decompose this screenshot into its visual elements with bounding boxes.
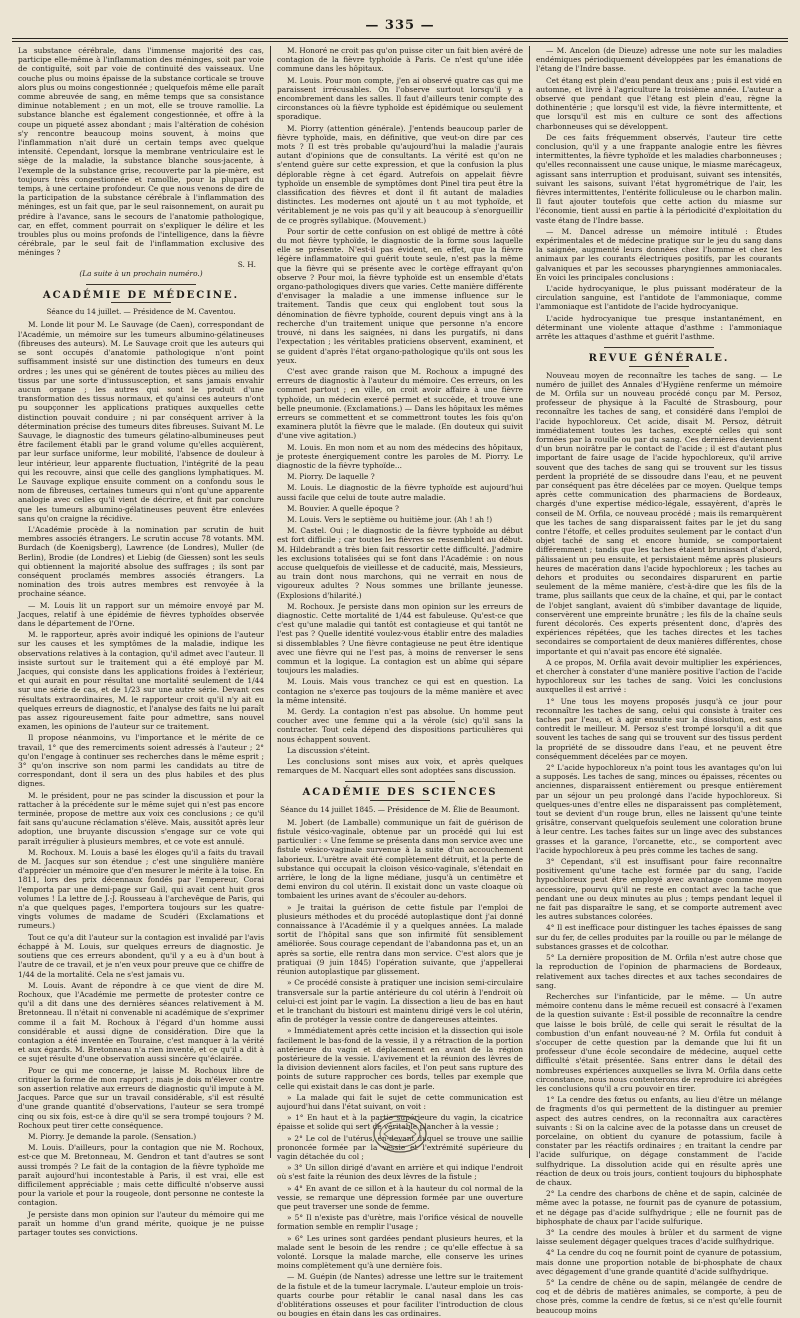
columns (12, 46, 788, 1318)
paragraph: » 3° Un sillon dirigé d'avant en arrière et qui indique l'endroit où s'est faite la réunion des deux lèvres de la fistule ; (277, 1163, 523, 1182)
paragraph: 5° La dernière proposition de M. Orfila n'est autre chose que la reproduction de l'opinion de pharmaciens de Bordeaux, relativement aux taches directes et aux taches secondaires de sang. (536, 953, 782, 990)
column-1 (12, 46, 270, 1237)
paragraph: M. Louis. Mais vous tranchez ce qui est en question. La contagion ne s'exerce pas toujours de la même manière et avec la même intensité. (277, 677, 523, 705)
paragraph: M. Louis. En mon nom et au nom des médecins des hôpitaux, je proteste énergiquement contre les paroles de M. Piorry. Le diagnostic de la fièvre typhoïde... (277, 442, 523, 470)
paragraph: Recherches sur l'infanticide, par le même. — Un autre mémoire contenu dans le même recueil est consacré à l'examen de la question suivante : Est-il possible de reconnaître la cendre que laisse le bois brûlé, de celle qui serait le résultat de la combustion d'un enfant nouveau-né ? M. Orfila fut conduit à s'occuper de cette question par la demande que lui fit un professeur d'une école secondaire de médecine, auquel cette difficulté s'était présentée. Sans entrer dans le détail des nombreuses expériences auxquelles se livra M. Orfila dans cette circonstance, nous nous contenterons de reproduire ici abrégées les conclusions qu'il a cru pouvoir en tirer. (536, 991, 782, 1093)
paragraph: M. Castel. Oui ; le diagnostic de la fièvre typhoïde au début est fort difficile ; car toutes les fièvres se ressemblent au début. M. Hildebrandt a très bien fait ressortir cette difficulté. J'admire les exclusions totalisées qui se font dans l'Académie : on nous accuse quelquefois de vieillesse et de caducité, mais, Messieurs, au train dont nous marchons, qui ne verrait en nous de vigoureux adultes ? Nous sommes une brillante jeunesse. (Explosions d'hilarité.) (277, 526, 523, 600)
paragraph: M. Londe lit pour M. Le Sauvage (de Caen), correspondant de l'Académie, un mémoire sur les tumeurs albumino-gélatineuses (fibreuses des auteurs). M. Le Sauvage croit que les auteurs qui se sont occupés d'anatomie pathologique n'ont point suffisamment insisté sur une distinction des tumeurs en deux ordres ; les unes qui se générent de toutes pièces au milieu des tissus par une sorte d'intussusception, et sans jamais envahir aucun organe ; les autres qui sont le produit d'une transformation des tissus normaux, et qu'ainsi ces auteurs n'ont pu soupçonner les applications pratiques auxquelles cette distinction pouvait conduire ; ni par conséquent arriver à la détermination précise des tumeurs dites fibreuses. Suivant M. Le Sauvage, le diagnostic des tumeurs gélatino-albumineuses peut être facilement établi par le grand volume qu'elles acquièrent, par leur surface uniforme, leur mobilité, l'absence de douleur à leur intérieur, leur apparente fluctuation, l'intégrité de la peau qui les recouvre, ainsi que celle des ganglions lymphatiques. M. Le Sauvage explique ensuite comment on a confondu sous le nom de fibreuses, certaines tumeurs qui n'ont qu'une apparente analogie avec celles qu'il vient de décrire, et finit par conclure que les tumeurs albumino-gélatineuses peuvent être enlevées sans qu'on craigne la récidive. (18, 320, 264, 523)
page-number: — 335 — (365, 18, 435, 33)
paragraph: La substance cérébrale, dans l'immense majorité des cas, participe elle-même à l'inflammation des méninges, soit par voie de contiguïté, soit par voie de continuité des vaisseaux. Une couche plus ou moins épaisse de la substance corticale se trouve alors plus ou moins congestionnée ; quelquefois même elle paraît comme abreuvée de sang, en même temps que sa consistance diminue notablement ; en un mot, elle se trouve ramollie. La substance blanche est également congestionnée, et offre à la coupe un piqueté assez abondant ; mais l'altération de cohésion s'y rencontre beaucoup moins souvent, à moins que l'inflammation n'ait duré un certain temps avec quelque intensité. Cependant, lorsque la membrane ventriculaire est le siège de la maladie, la substance blanche sous-jacente, à l'exemple de la substance grise, recouverte par la pie-mère, est toujours très congestionnée et ramollie, pour la plupart du temps, à une certaine profondeur. Ce que nous venons de dire de la participation de la substance cérébrale à l'inflammation des méninges, est un fait que, par le seul raisonnement, on aurait pu prédire à l'avance, sans le secours de l'anatomie pathologique, car, en effet, comment pourrait on s'expliquer le délire et les troubles plus ou moins profonds de l'intelligence, dans la fièvre cérébrale, par le seul fait de l'inflammation exclusive des méninges ? (18, 46, 264, 258)
paragraph: M. Bouvier. A quelle époque ? (287, 503, 399, 513)
paragraph: 3° La cendre des moules à brûler et du sarment de vigne laisse seulement dégager quelques traces d'acide sulfhydrique. (536, 1227, 782, 1247)
paragraph: » 4° En avant de ce sillon et à la hauteur du col normal de la vessie, se remarque une dépression formée par une ouverture que peut traverser une sonde de femme. (277, 1183, 523, 1211)
paragraph: » La malade qui fait le sujet de cette communication est aujourd'hui dans l'état suivant, on voit : (277, 1092, 523, 1111)
paragraph: Il propose néanmoins, vu l'importance et le mérite de ce travail, 1° que des remerciments soient adressés à l'auteur ; 2° qu'on l'engage à continuer ses recherches dans le même esprit ; 3° qu'on inscrive son nom parmi les candidats au titre de correspondant, dont il sera un des plus habiles et des plus dignes. (18, 733, 264, 789)
paragraph: Pour sortir de cette confusion on est obligé de mettre à côté du mot fièvre typhoïde, le diagnostic de la forme sous laquelle elle se présente. N'est-il pas évident, en effet, que la fièvre légère inflammatoire qui guérit toute seule, n'est pas la même que la fièvre qui se présente avec le cortège effrayant qu'on observe ? Pour moi, la fièvre typhoïde est un ensemble d'états organo-pathologiques divers que varies. Cette manière différente d'envisager la maladie a une immense influence sur le traitement. Tandis que ceux qui englobent tout sous la dénomination de fièvre typhoïde, courent depuis vingt ans à la recherche d'un traitement unique que personne n'a encore trouvé, ni dans les saignées, ni dans les purgatifs, ni dans l'expectation ; les véritables praticiens observent, examinent, et se guident d'après l'état organo-pathologique qu'ils ont sous les yeux. (277, 226, 523, 365)
paragraph: 3° Cependant, s'il est insuffisant pour faire reconnaître positivement qu'une tache est formée par du sang, l'acide hypochloreux peut être employé avec avantage comme moyen accessoire, pourvu qu'il ne reste en contact avec la tache que pendant une ou deux minutes au plus ; temps pendant lequel il ne fait pas disparaître le sang, et se comporte autrement avec les autres substances colorées. (536, 857, 782, 922)
paragraph: L'acide hydrocyanique, le plus puissant modérateur de la circulation sanguine, est l'antidote de l'ammoniaque, comme l'ammoniaque est l'antidote de l'acide hydrocyanique. (536, 284, 782, 312)
session-line: Séance du 14 juillet 1845. — Présidence de M. Élie de Beaumont. (280, 804, 520, 814)
paragraph: M. Rochoux. M. Louis a basé les éloges qu'il a faits du travail de M. Jacques sur son étendue ; c'est une singulière manière d'apprécier un mémoire que d'en mesurer le mérite à la toise. En 1811, lors des prix décennaux fondés par l'empereur, Corai l'emporta par une demi-page sur Gail, qui avait cent huit gros volumes ! La lettre de J.-J. Rousseau à l'archevêque de Paris, qui n'a que quelques pages, l'emportera toujours sur les quatre-vingts volumes de madame de Scudéri (Exclamations et rumeurs.) (18, 847, 264, 931)
paragraph: M. Jobert (de Lamballe) communique un fait de guérison de fistule vésico-vaginale, obtenue par un procédé qui lui est particulier : « Une femme se présenta dans mon service avec une fistule vésico-vaginale survenue à la suite d'un accouchement laborieux. L'urètre avait été complètement détruit, et la perte de substance qui occupait la cloison vésico-vaginale, s'étendait en arrière, le long de la ligne médiane, jusqu'à un centimètre et demi environ du col utérin. Il existait donc un vaste cloaque où tombaient les urines avant de s'écouler au-dehors. (277, 817, 524, 901)
section-rule (111, 302, 171, 303)
paragraph: M. Piorry. De laquelle ? (287, 472, 375, 482)
header-rule (12, 38, 788, 39)
page-header (12, 12, 788, 42)
paragraph: M. Piorry (attention générale). J'entends beaucoup parler de fièvre typhoïde, mais, en définitive, que veut-on dire par ces mots ? Il est très probable qu'aujourd'hui la maladie j'aurais autant d'opinions que de consultants. La vérité est qu'on ne s'entend guère sur cette expression, et que la confusion la plus déplorable règne à cet égard. Autrefois on appelait fièvre typhoïde un ensemble de symptômes dont Pinel tira peut être la classification des fièvres et dont il fit autant de maladies distinctes. Les modernes ont ajouté un t au mot typhoïde, et véritablement je ne vois pas qu'il y ait beaucoup à s'enorgueillir de ce progrès syllabique. (Mouvement.) (277, 123, 523, 225)
paragraph: M. Louis. Pour mon compte, j'en ai observé quatre cas qui me paraissent irrécusables. On l'observe surtout lorsqu'il y a encombrement dans les salles. Il faut d'ailleurs tenir compte des circonstances où la fièvre typhoïde est épidémique ou seulement sporadique. (277, 75, 523, 122)
paragraph: — M. Dancel adresse un mémoire intitulé : Études expérimentales et de médecine pratique sur le jeu du sang dans la saignée, augmenté leurs données chez l'homme et chez les animaux par les courants électriques positifs, par les courants galvaniques et par les secousses pharyngiennes ammoniacales. En voici les principales conclusions : (536, 226, 782, 282)
paragraph: M. le président, pour ne pas scinder la discussion et pour la rattacher à la précédente sur le même sujet qui n'est pas encore terminée, propose de mettre aux voix ces conclusions ; ce qu'il fait sans qu'aucune réclamation s'élève. Mais, aussitôt après leur adoption, une bruyante discussion s'engage sur ce vote qui paraît irrégulier à plusieurs membres, et ce vote est annulé. (18, 790, 264, 846)
paragraph: 2° La cendre des charbons de chêne et de sapin, calcinée de même avec la potasse, ne fournit pas de cyanure de potassium, et ne dégage pas d'acide sulfhydrique ; elle ne fournit pas de biphosphate de chaux par l'acide sulfurique. (536, 1189, 782, 1226)
paragraph: » 6° Les urines sont gardées pendant plusieurs heures, et la malade sent le besoin de les rendre ; ce qu'elle effectue à sa volonté. Lorsque la malade marche, elle conserve les urines moins complètement qu'à une dernière fois. (277, 1233, 523, 1271)
section-rule (370, 800, 430, 801)
library-stamp-icon (370, 1112, 430, 1156)
section-title: ACADÉMIE DES SCIENCES (302, 787, 498, 799)
paragraph: Pour ce qui me concerne, je laisse M. Rochoux libre de critiquer la forme de mon rapport ; mais je dois m'élever contre son assertion relative aux erreurs de diagnostic qu'il impute à M. Jacques. Parce que sur un travail considérable, s'il est résulté d'une grande quantité d'observations, l'auteur se sera trompé cinq ou six fois, est-ce à dire qu'il se sera trompé toujours ? M. Rochoux peut tirer cette conséquence. (18, 1065, 264, 1130)
paragraph: 2° L'acide hypochloreux n'a point tous les avantages qu'on lui a supposés. Les taches de sang, minces ou épaisses, récentes ou anciennes, disparaissent entièrement ou presque entièrement par un séjour un peu prolongé dans l'acide hypochloreux. Si quelques-unes d'entre elles ne disparaissent pas complètement, tout se devient d'un rouge brun, elles ne laissent qu'une teinte grisâtre, conservant quelquefois seulement une coloration brune à leur centre. Les taches faites sur un linge avec des substances grasses et la garance, l'orcanette, etc., se comportent avec l'acide hypochloreux à peu près comme les taches de sang. (536, 763, 782, 855)
paragraph: M. Gerdy. La contagion n'est pas absolue. Un homme peut coucher avec une femme qui a la vérole (sic) qu'il sans la contracter. Tout cela dépend des dispositions particulières qui nous échappent souvent. (277, 707, 523, 744)
paragraph: » Immédiatement après cette incision et la dissection qui isole facilement le bas-fond de la vessie, il y a rétraction de la portion antérieure du vagin et déplacement en avant de la région postérieure de la vessie. L'avivement et la réunion des lèvres de la division deviennent alors faciles, et l'on peut sans rupture des points de suture rapprocher ces bords, telles par exemple que celle qui existait dans le cas dont je parle. (277, 1026, 523, 1091)
session-line: Séance du 14 juillet. — Présidence de M. Caventou. (46, 307, 236, 317)
paragraph: M. Piorry. Je demande la parole. (Sensation.) (28, 1131, 197, 1141)
paragraph: M. Louis. D'ailleurs, pour la contagion que nie M. Rochoux, est-ce que M. Bretonneau, M. Gendron et tant d'autres se sont aussi trompés ? Le fait de la contagion de la fièvre typhoïde me paraît aujourd'hui incontestable à Paris, il est vrai, elle est difficilement appréciable ; mais cette difficulté n'observe aussi pour la variole et pour la rougeole, dont personne ne conteste la contagion. (18, 1143, 264, 1208)
section-title: REVUE GÉNÉRALE. (588, 353, 730, 365)
paragraph: 4° Il est inefficace pour distinguer les taches épaisses de sang sur du fer, de celles produites par la rouille ou par le mélange de substances grasses et de colcothar. (536, 923, 782, 951)
separator (86, 284, 196, 285)
paragraph: Cet étang est plein d'eau pendant deux ans ; puis il est vidé en automne, et livré à l'agriculture la troisième année. L'auteur a observé que pendant que l'étang est plein d'eau, règne la dothinentérie ; que lorsqu'il est vide, la fièvre intermittente, et que lorsqu'il est mis en culture ce sont des affections charbonneuses qui se développent. (536, 75, 782, 131)
paragraph: C'est avec grande raison que M. Rochoux a impugné des erreurs de diagnostic à l'auteur du mémoire. Ces erreurs, on les commet partout ; en ville, on croit avoir affaire à une fièvre typhoïde, un médecin exercé permet et succède, et trouve une belle pneumonie. (Exclamations.) — Dans les hôpitaux les mêmes erreurs se commettent et se commettront toutes les fois qu'on examinera plutôt la fièvre que le malade. (En douteux qui suivit d'une vive agitation.) (277, 366, 523, 441)
paragraph: 4° La cendre du coq ne fournit point de cyanure de potassium, mais donne une proportion notable de bi-phosphate de chaux avec dégagement d'une grande quantité d'acide sulfhydrique. (536, 1248, 782, 1276)
separator (604, 347, 714, 348)
section-title: ACADÉMIE DE MÉDECINE. (42, 290, 240, 302)
paragraph: La discussion s'éteint. (287, 745, 370, 755)
paragraph: A ce propos, M. Orfila avait devoir multiplier les expériences, et chercher à constater d'une manière positive l'action de l'acide hypochloreux sur les taches de sang. Voici les conclusions auxquelles il est arrivé : (536, 657, 782, 695)
paragraph: Je persiste dans mon opinion sur l'auteur du mémoire qui me paraît un homme d'un grand mérite, quoique je ne puisse partager toutes ses convictions. (18, 1209, 264, 1237)
paragraph: Tout ce qu'a dit l'auteur sur la contagion est invalidé par l'avis échappé à M. Louis, sur quelques erreurs de diagnostic. Je soutiens que ces erreurs abondent, qu'il y a eu à d'un bout à l'autre de ce travail, et je n'en veux pour preuve que ce chiffre de 1/44 de la mortalité. Cela ne s'est jamais vu. (18, 932, 264, 979)
section-rule (629, 366, 689, 367)
paragraph: — M. Guépin (de Nantes) adresse une lettre sur le traitement de la fistule et de la tumeur lacrymale. L'auteur emploie un trois-quarts courbe pour rétablir le canal nasal dans les cas d'oblitérations osseuses et pour faciliter l'introduction de clous ou bougies en étain dans les cas ordinaires. (277, 1272, 523, 1318)
paragraph: » Je traitai la guérison de cette fistule par l'emploi de plusieurs méthodes et du procédé autoplastique dont j'ai donné connaissance à l'Académie il y a quelques années. La malade sortit de l'hôpital sans que son infirmité fût sensiblement améliorée. Sous courage cependant de l'abandonna pas et, un an après sa sortie, elle rentra dans mon service. C'est alors que je pratiquai (9 juin 1845) l'opération suivante, que j'appellerai réunion autoplastique par glissement. (277, 902, 523, 977)
paragraph: — M. Louis lit un rapport sur un mémoire envoyé par M. Jacques, relatif à une épidémie de fièvres typhoïdes observée dans le département de l'Orne. (18, 600, 264, 628)
paragraph: De ces faits fréquemment observés, l'auteur tire cette conclusion, qu'il y a une frappante analogie entre les fièvres intermittentes, la fièvre typhoïde et les maladies charbonneuses ; qu'elles reconnaissent une cause unique, le miasme marécageux, agissant sans interruption et produisant, suivant ses intensités, suivant les saisons, suivant l'état hygrométrique de l'air, les fièvres intermittentes, l'entérite folliculeuse ou le charbon malin. Il faut ajouter toutefois que cette action du miasme sur l'économie, tient aussi en partie à la périodicité d'exploitation du vaste étang de l'Indre basse. (536, 132, 782, 225)
continuation-note: (La suite à un prochain numéro.) (79, 268, 203, 278)
separator (345, 781, 455, 782)
paragraph: » 5° Il n'existe pas d'urètre, mais l'orifice vésical de nouvelle formation semble en remplir l'usage ; (277, 1213, 523, 1232)
author-signature: S. H. (237, 259, 256, 269)
paragraph: L'acide hydrocyanique tue presque instantanément, en déterminant une violente attaque d'asthme : l'ammoniaque arrête les attaques d'asthme et guérit l'asthme. (536, 313, 782, 342)
paragraph: M. Louis. Avant de répondre à ce que vient de dire M. Rochoux, que l'Académie me permette de protester contre ce qu'il a dit dans une des dernières séances relativement à M. Bretonneau. Il n'était ni convenable ni académique de s'exprimer comme il a fait M. Rochoux à l'égard d'un homme aussi considérable et aussi digne de considération. Dire que la contagion a été inventée en Touraine, c'est manquer à la vérité et aux égards. M. Bretonneau n'a rien inventé, et ce qu'il a dit à ce sujet résulte d'une observation aussi sincère qu'éclairée. (18, 980, 264, 1064)
paragraph: M. Louis. Le diagnostic de la fièvre typhoïde est aujourd'hui aussi facile que celui de toute autre maladie. (277, 483, 523, 502)
paragraph: L'Académie procède à la nomination par scrutin de huit membres associés étrangers. Le scrutin accuse 78 votants. MM. Burdach (de Koenigsberg), Lawrence (de Londres), Muller (de Berlin), Brodie (de Londres) et Liebig (de Giessen) sont les seuls qui obtiennent la majorité absolue des suffrages ; ils sont par conséquent proclamés membres associés étrangers. La nomination des trois autres membres est renvoyée à la prochaine séance. (18, 524, 264, 599)
paragraph: M. Honoré ne croit pas qu'on puisse citer un fait bien avéré de contagion de la fièvre typhoïde à Paris. Ce n'est qu'une idée commune dans les hôpitaux. (277, 46, 523, 74)
paragraph: 1° Une tous les moyens proposés jusqu'à ce jour pour reconnaître les taches de sang, celui qui consiste à traiter ces taches par l'eau, et à agir ensuite sur la dissolution, est sans contredit le meilleur. M. Persoz s'est trompé lorsqu'il a dit que souvent les taches de sang qui se trouvent sur des tissus perdent la propriété de se dissoudre dans l'eau, et ne peuvent être conséquemment décelées par ce moyen. (536, 696, 782, 761)
paragraph: 1° La cendre des fœtus ou enfants, au lieu d'être un mélange de fragments d'os qui permettent de la distinguer au premier aspect des autres cendres, on la reconnaîtra aux caractères suivants : Si on la calcine avec de la potasse dans un creuset de porcelaine, on obtient du cyanure de potassium, facile à constater par les réactifs ordinaires ; en traitant la cendre par l'acide sulfurique, on dégage constamment de l'acide sulfhydrique. La dissolution acide qui en résulte après une réaction de deux ou trois jours, contient toujours du biphosphate de chaux. (536, 1095, 782, 1187)
paragraph: » 2° Le col de l'utérus, en-devant duquel se trouve une saillie prononcée formée par la vessie et l'extrémité supérieure du vagin détachée du col ; (277, 1133, 523, 1161)
paragraph: M. Rochoux. Je persiste dans mon opinion sur les erreurs de diagnostic. Cette mortalité de 1/44 est fabuleuse. Qu'est-ce que c'est qu'une maladie qui tantôt est contagieuse et qui tantôt ne l'est pas ? Quelle identité voulez-vous établir entre des maladies si dissemblables ? Une fièvre contagieuse ne peut être identique avec une fièvre qui ne l'est pas, à moins de renverser le sens commun et la logique. La contagion est un abîme qui sépare toujours les maladies. (277, 601, 523, 676)
column-3 (529, 46, 788, 1315)
paragraph: — M. Ancelon (de Dieuze) adresse une note sur les maladies endémiques périodiquement développées par les émanations de l'étang de l'Indre basse. (536, 46, 782, 74)
paragraph: » 1° En haut et à la partie supérieure du vagin, la cicatrice épaisse et solide qui sert de véritable plancher à la vessie ; (277, 1113, 523, 1132)
paragraph: Nouveau moyen de reconnaître les taches de sang. — Le numéro de juillet des Annales d'Hygiène renferme un mémoire de M. Orfila sur un nouveau procédé conçu par M. Persoz, professeur de physique à la Faculté de Strasbourg, pour reconnaître les taches de sang, et considéré dans l'emploi de l'acide hypochloreux. Cet acide, disait M. Persoz, détruit immédiatement toutes les taches, excepté celles qui sont formées par la rouille ou par du sang. Ces dernières deviennent d'un brun noirâtre par le contact de l'acide ; il est d'autant plus important de faire usage de l'acide hypochloreux, qu'il arrive souvent que des taches de sang qui se trouvent sur les tissus perdent la propriété de se dissoudre dans l'eau, et ne peuvent par conséquent pas être décelées par ce moyen. Quelque temps après cette communication des pharmaciens de Bordeaux, chargés d'une expertise médico-légale, essayèrent, d'après le conseil de M. Orfila, ce nouveau procédé ; mais ils remarquèrent que les taches de sang disparaissent faites par le jet du sang contre l'étoffe, et celles produites seulement par le contact d'un objet taché de sang et encore humide, se comportaient différemment ; tandis que les taches étaient brunissant d'abord, pâlissaient un peu ensuite, et persistaient même après plusieurs heures de macération dans l'acide hypochloreux ; les taches au dehors et produites ou secondaires disparurent en partie seulement de la même manière, c'est-à-dire que les fils de la trame, plus saillants que ceux de la chaîne, et qui, par le contact de l'objet sanglant, avaient dû s'imbiber davantage de liquide, conservèrent une empreinte brunâtre ; les fils de la chaîne seuls furent décolorés. Ces experts présentent donc, d'après des expériences répétées, que les taches directes et les taches secondaires se comportaient de deux manières différentes, chose importante et qui n'avait pas encore été signalée. (536, 370, 782, 656)
paragraph: M. Louis. Vers le septième ou huitième jour. (Ah ! ah !) (287, 514, 493, 524)
paragraph: M. le rapporteur, après avoir indiqué les opinions de l'auteur sur les causes et les symptômes de la maladie, indique les observations relatives à la contagion, qu'il admet avec l'auteur. Il insiste surtout sur le traitement qui a été employé par M. Jacques, qui consiste dans les applications froides à l'extérieur, et qui aurait en pour résultat une mortalité seulement de 1/44 sur une série de cas, et de 1/23 sur une autre série. Devant ces résultats extraordinaires, M. le rapporteur croit qu'il n'y ait eu quelques erreurs de diagnostic, et l'analyse des faits ne lui paraît pas assez rigoureusement faite pour admettre, sans nouvel examen, les opinions de l'auteur sur ce traitement. (18, 630, 264, 732)
paragraph: 5° La cendre de chêne ou de sapin, mélangée de cendre de coq et de débris de matières animales, se comporte, à peu de chose près, comme la cendre de fœtus, si ce n'est qu'elle fournit beaucoup moins (536, 1278, 782, 1315)
column-2 (270, 46, 529, 1318)
header-rule-double (12, 41, 788, 42)
paragraph: Les conclusions sont mises aux voix, et après quelques remarques de M. Nacquart elles sont adoptées sans discussion. (277, 757, 523, 776)
paragraph: » Ce procédé consiste à pratiquer une incision semi-circulaire transversale sur la partie antérieure du col utérin à l'endroit où celui-ci est joint par le vagin. La dissection a lieu de bas en haut et le tranchant du bistouri est maintenu dirigé vers le col utérin, afin de protéger la vessie contre de dangereuses atteintes. (277, 978, 523, 1025)
